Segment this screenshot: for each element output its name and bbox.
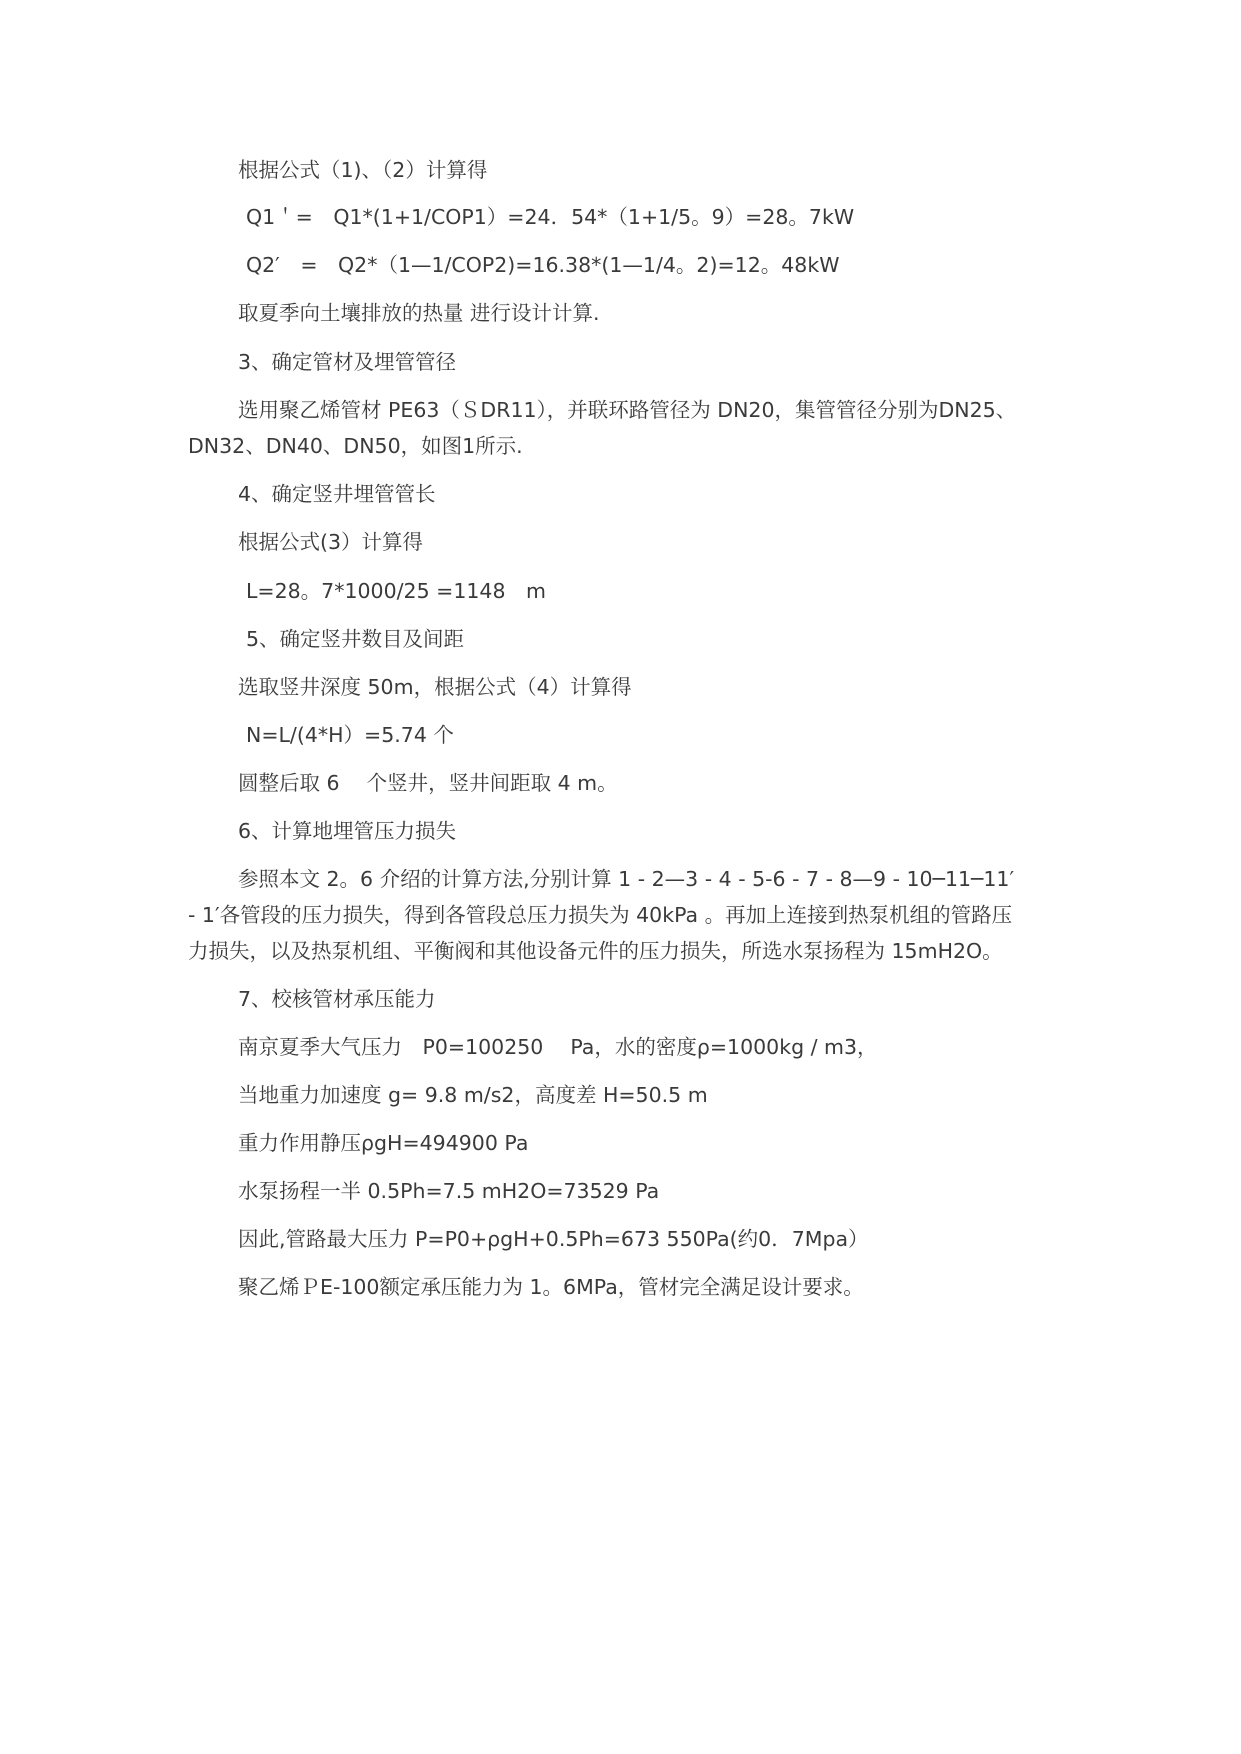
paragraph-pipe-selection-cont: DN32、DN40、DN50，如图1所示. bbox=[188, 434, 523, 458]
paragraph-conclusion: 聚乙烯ＰE-100额定承压能力为 1。6MPa，管材完全满足设计要求。 bbox=[238, 1275, 864, 1299]
section-heading-3: 3、确定管材及埋管管径 bbox=[238, 350, 457, 374]
paragraph-static-pressure: 重力作用静压ρgH=494900 Pa bbox=[238, 1131, 529, 1155]
paragraph-well-depth: 选取竖井深度 50m，根据公式（4）计算得 bbox=[238, 675, 632, 699]
paragraph-gravity: 当地重力加速度 g= 9.8 m/s2，高度差 H=50.5 m bbox=[238, 1083, 708, 1107]
paragraph-pressure-loss-cont1: - 1′各管段的压力损失，得到各管段总压力损失为 40kPa 。再加上连接到热泵机组的管路压 bbox=[188, 903, 1013, 927]
section-heading-7: 7、校核管材承压能力 bbox=[238, 987, 436, 1011]
section-heading-5: 5、确定竖井数目及间距 bbox=[246, 627, 465, 651]
paragraph-well-spacing: 圆整后取 6 个竖井，竖井间距取 4 m。 bbox=[238, 771, 618, 795]
equation-length: L=28。7*1000/25 =1148 m bbox=[246, 579, 546, 603]
equation-q2: Q2′ = Q2*（1—1/COP2)=16.38*(1—1/4。2)=12。48kW bbox=[246, 253, 840, 277]
paragraph-formula-3: 根据公式(3）计算得 bbox=[238, 530, 424, 554]
paragraph-pressure-loss-cont2: 力损失，以及热泵机组、平衡阀和其他设备元件的压力损失，所选水泵扬程为 15mH2O。 bbox=[188, 939, 1003, 963]
paragraph-atm-pressure: 南京夏季大气压力 P0=100250 Pa，水的密度ρ=1000kg / m3， bbox=[238, 1035, 878, 1059]
section-heading-4: 4、确定竖井埋管管长 bbox=[238, 482, 436, 506]
paragraph-formula-intro: 根据公式（1)、（2）计算得 bbox=[238, 158, 488, 182]
paragraph-pump-head: 水泵扬程一半 0.5Ph=7.5 mH2O=73529 Pa bbox=[238, 1179, 660, 1203]
paragraph-summer-heat: 取夏季向土壤排放的热量 进行设计计算. bbox=[238, 301, 600, 325]
equation-q1: Q1＇= Q1*(1+1/COP1）=24．54*（1+1/5。9）=28。7kW bbox=[246, 205, 855, 229]
equation-well-count: N=L/(4*H）=5.74 个 bbox=[246, 723, 454, 747]
section-heading-6: 6、计算地埋管压力损失 bbox=[238, 819, 457, 843]
paragraph-max-pressure: 因此,管路最大压力 P=P0+ρgH+0.5Ph=673 550Pa(约0．7Mpa） bbox=[238, 1227, 869, 1251]
paragraph-pressure-loss: 参照本文 2。6 介绍的计算方法,分别计算 1 - 2—3 - 4 - 5-6 - 7 - 8—9 - 10─11─11′ bbox=[238, 867, 1015, 891]
paragraph-pipe-selection: 选用聚乙烯管材 PE63（ＳDR11），并联环路管径为 DN20，集管管径分别为DN25、 bbox=[238, 398, 1017, 422]
